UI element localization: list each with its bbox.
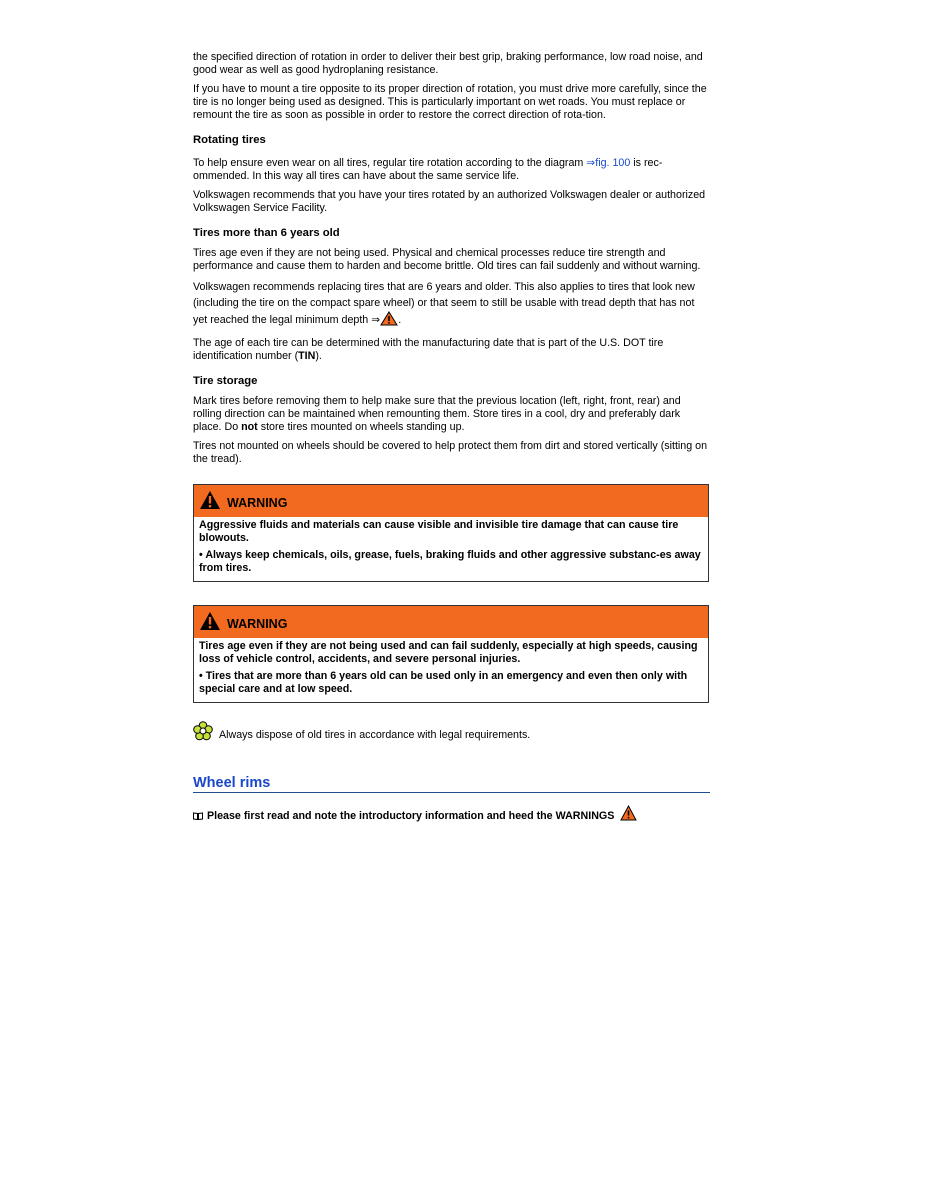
warning-body	[194, 517, 708, 581]
warning-box-old-tires	[193, 605, 709, 703]
storage-text-1: Mark tires before removing them to help make sure that the previous location (left, right, front, rear) and rolling direction can be maintained when remounting them. Store tires in a cool, dry and preferably dark place. Do	[193, 395, 681, 433]
warning-header	[194, 606, 708, 638]
section-title: Wheel rims	[193, 775, 271, 791]
tin-bold: TIN	[298, 350, 316, 362]
paragraph-storage-2: Tires not mounted on wheels should be covered to help protect them from dirt and stored vertically (sitting on the tread).	[193, 440, 708, 465]
environment-text: Always dispose of old tires in accordance with legal requirements.	[219, 729, 531, 741]
warning-bullet: • Always keep chemicals, oils, grease, fuels, braking fluids and other aggressive substanc-es away from tires.	[199, 549, 701, 574]
warning-text: Tires age even if they are not being used and can fail suddenly, especially at high speeds, causing loss of vehicle control, accidents, and severe personal injuries.	[199, 640, 698, 665]
environment-note	[193, 721, 709, 743]
intro-text: Please first read and note the introductory information and heed the WARNINGS	[207, 810, 615, 822]
warning-bullet: • Tires that are more than 6 years old can be used only in an emergency and even then only with special care and at low speed.	[199, 670, 688, 695]
intro-note	[193, 805, 709, 823]
manual-page	[193, 51, 709, 823]
old-tires-period: .	[398, 314, 402, 326]
tin-text-1: The age of each tire can be determined with the manufacturing date that is part of the U.S. DOT tire identification number (	[193, 337, 664, 362]
warning-header	[194, 485, 708, 517]
rotating-text-2: is rec-ommended. In this way all tires can have about the same service life.	[193, 157, 663, 182]
warning-icon	[199, 611, 221, 631]
warning-text: Aggressive fluids and materials can cause visible and invisible tire damage that can cause tire blowouts.	[199, 519, 679, 544]
section-wheel-rims	[193, 777, 710, 793]
book-icon	[193, 812, 203, 820]
heading-rotating-tires: Rotating tires	[193, 134, 266, 146]
warning-title: WARNING	[227, 617, 288, 631]
old-tires-text: Volkswagen recommends replacing tires that are 6 years and older. This also applies to tires that look new (including the tire on the compact spare wheel) or that seem to still be usable with tread depth that has not yet reached the legal minimum depth ⇒	[193, 281, 695, 326]
warning-icon	[199, 490, 221, 510]
storage-text-2: store tires mounted on wheels standing up.	[257, 421, 465, 433]
paragraph-rotating-1	[193, 157, 709, 183]
paragraph-opposite-mounting: If you have to mount a tire opposite to its proper direction of rotation, you must drive more carefully, since the tire is no longer being used as designed. This is particularly important on wet roads. You must replace or remount the tire as soon as possible in order to restore the correct direction of rota-tion.	[193, 83, 707, 121]
paragraph-storage-1	[193, 395, 709, 434]
heading-old-tires: Tires more than 6 years old	[193, 227, 340, 239]
paragraph-old-tires-1: Tires age even if they are not being used. Physical and chemical processes reduce tire strength and performance and cause them to harden and become brittle. Old tires can fail suddenly and without warning.	[193, 247, 701, 272]
rotating-text-1: To help ensure even wear on all tires, regular tire rotation according to the diagram	[193, 157, 587, 169]
warning-triangle-icon[interactable]	[620, 805, 637, 825]
warning-box-aggressive-fluids	[193, 484, 709, 582]
tin-text-2: ).	[315, 350, 322, 362]
flower-environment-icon	[193, 721, 213, 741]
paragraph-rotating-2: Volkswagen recommends that you have your tires rotated by an authorized Volkswagen dealer or authorized Volkswagen Service Facility.	[193, 189, 706, 214]
heading-tire-storage: Tire storage	[193, 375, 258, 387]
paragraph-old-tires-3	[193, 337, 709, 363]
figure-100-link[interactable]: ⇒fig. 100	[586, 157, 631, 169]
paragraph-rotation-direction: the specified direction of rotation in order to deliver their best grip, braking performance, low road noise, and good wear as well as good hydroplaning resistance.	[193, 51, 703, 76]
warning-triangle-icon[interactable]	[380, 311, 398, 331]
paragraph-old-tires-2	[193, 279, 709, 331]
storage-not-bold: not	[241, 421, 258, 433]
warning-body	[194, 638, 708, 702]
warning-title: WARNING	[227, 496, 288, 510]
